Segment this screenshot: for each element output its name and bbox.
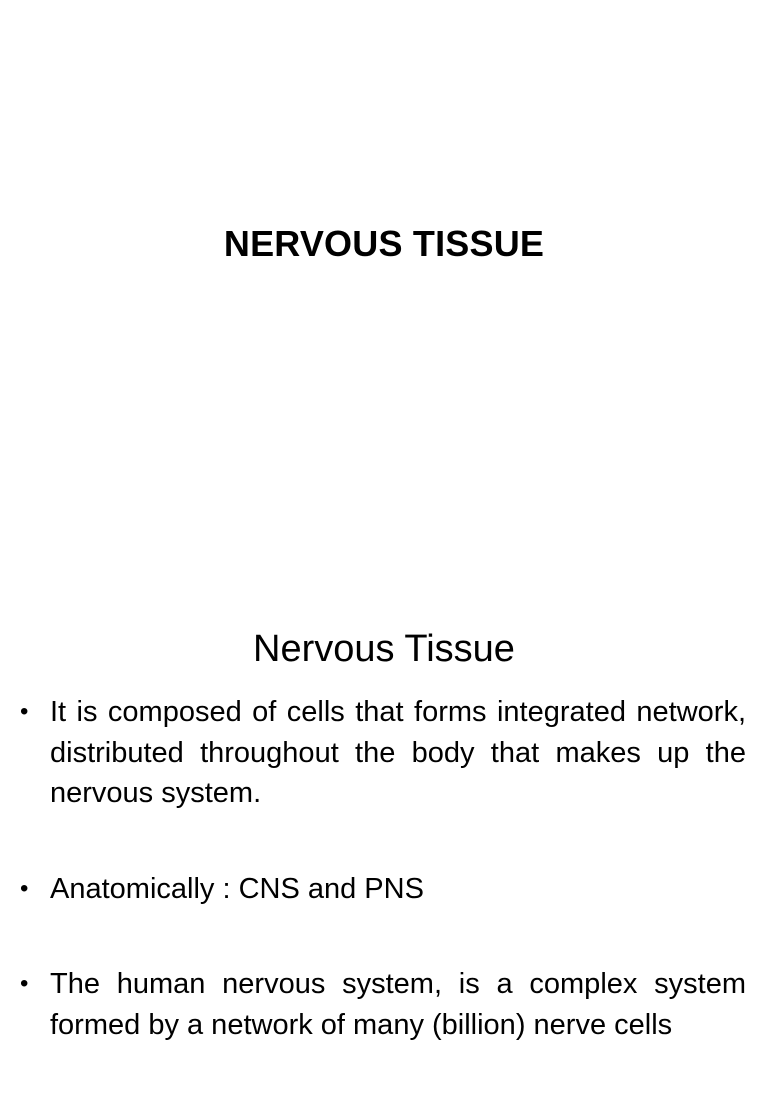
content-slide bbox=[0, 576, 768, 1041]
bullet-text: The human nervous system, is a complex system formed by a network of many (billion) nerve cells bbox=[50, 968, 746, 1041]
bullet-icon: • bbox=[20, 698, 29, 725]
slide-title: NERVOUS TISSUE bbox=[223, 223, 545, 264]
slide-heading: Nervous Tissue bbox=[253, 628, 515, 670]
bullet-item bbox=[20, 964, 746, 1045]
bullet-item bbox=[20, 692, 746, 814]
bullet-list bbox=[20, 692, 746, 1100]
bullet-icon: • bbox=[20, 874, 29, 902]
bullet-text: Anatomically : CNS and PNS bbox=[50, 872, 424, 905]
bullet-text: It is composed of cells that forms integrated network, distributed throughout the body that makes up the nervous system. bbox=[50, 696, 746, 809]
bullet-item bbox=[20, 869, 746, 910]
bullet-icon: • bbox=[20, 970, 29, 997]
